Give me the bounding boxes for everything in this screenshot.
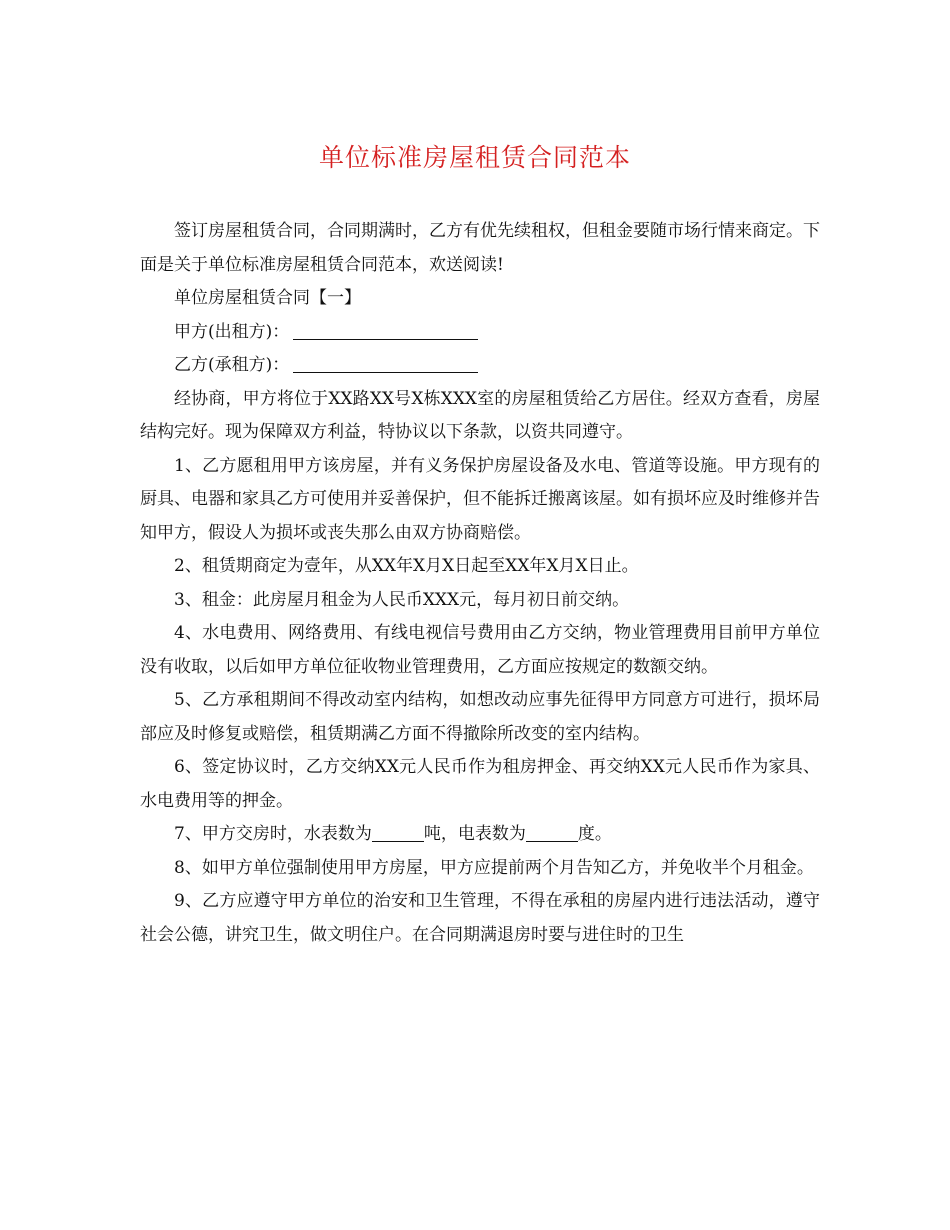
clause-7-part-c: 度。 [577, 824, 612, 844]
clause-5: 5、乙方承租期间不得改动室内结构，如想改动应事先征得甲方同意方可进行，损坏局部应及时修复或赔偿，租赁期满乙方面不得撤除所改变的室内结构。 [140, 690, 820, 744]
party-a-blank [293, 319, 478, 340]
party-b-label: 乙方(承租方)： [174, 355, 290, 375]
clause-7-part-b: 吨，电表数为 [423, 824, 526, 844]
clause-9: 9、乙方应遵守甲方单位的治安和卫生管理，不得在承租的房屋内进行违法活动，遵守社会公德，讲究卫生，做文明住户。在合同期满退房时要与进住时的卫生 [140, 891, 820, 945]
clause-7 [140, 818, 820, 852]
clause-3: 3、租金：此房屋月租金为人民币XXX元，每月初日前交纳。 [174, 589, 630, 610]
agreement-paragraph: 经协商，甲方将位于XX路XX号X栋XXX室的房屋租赁给乙方居住。经双方查看，房屋结构完好。现为保障双方利益，特协议以下条款，以资共同遵守。 [140, 388, 820, 442]
water-meter-blank [372, 821, 424, 842]
clause-4: 4、水电费用、网络费用、有线电视信号费用由乙方交纳，物业管理费用目前甲方单位没有收取，以后如甲方单位征收物业管理费用，乙方面应按规定的数额交纳。 [140, 623, 820, 677]
party-b-line [140, 349, 820, 383]
clause-2: 2、租赁期商定为壹年，从XX年X月X日起至XX年X月X日止。 [174, 556, 639, 576]
party-b-blank [293, 352, 478, 373]
clause-6: 6、签定协议时，乙方交纳XX元人民币作为租房押金、再交纳XX元人民币作为家具、水电费用等的押金。 [140, 757, 820, 811]
clause-7-part-a: 7、甲方交房时，水表数为 [174, 824, 372, 844]
section-heading: 单位房屋租赁合同【一】 [174, 288, 361, 308]
document-body [140, 215, 820, 952]
clause-8: 8、如甲方单位强制使用甲方房屋，甲方应提前两个月告知乙方，并免收半个月租金。 [174, 857, 814, 878]
clause-1: 1、乙方愿租用甲方该房屋，并有义务保护房屋设备及水电、管道等设施。甲方现有的厨具、电器和家具乙方可使用并妥善保护，但不能拆迁搬离该屋。如有损坏应及时维修并告知甲方，假设人为损坏或丧失那么由双方协商赔偿。 [140, 455, 820, 543]
intro-paragraph: 签订房屋租赁合同，合同期满时，乙方有优先续租权，但租金要随市场行情来商定。下面是关于单位标准房屋租赁合同范本，欢送阅读! [140, 221, 820, 275]
party-a-label: 甲方(出租方)： [174, 321, 290, 342]
party-a-line [140, 316, 820, 350]
page-title: 单位标准房屋租赁合同范本 [318, 143, 631, 172]
electric-meter-blank [526, 821, 578, 842]
